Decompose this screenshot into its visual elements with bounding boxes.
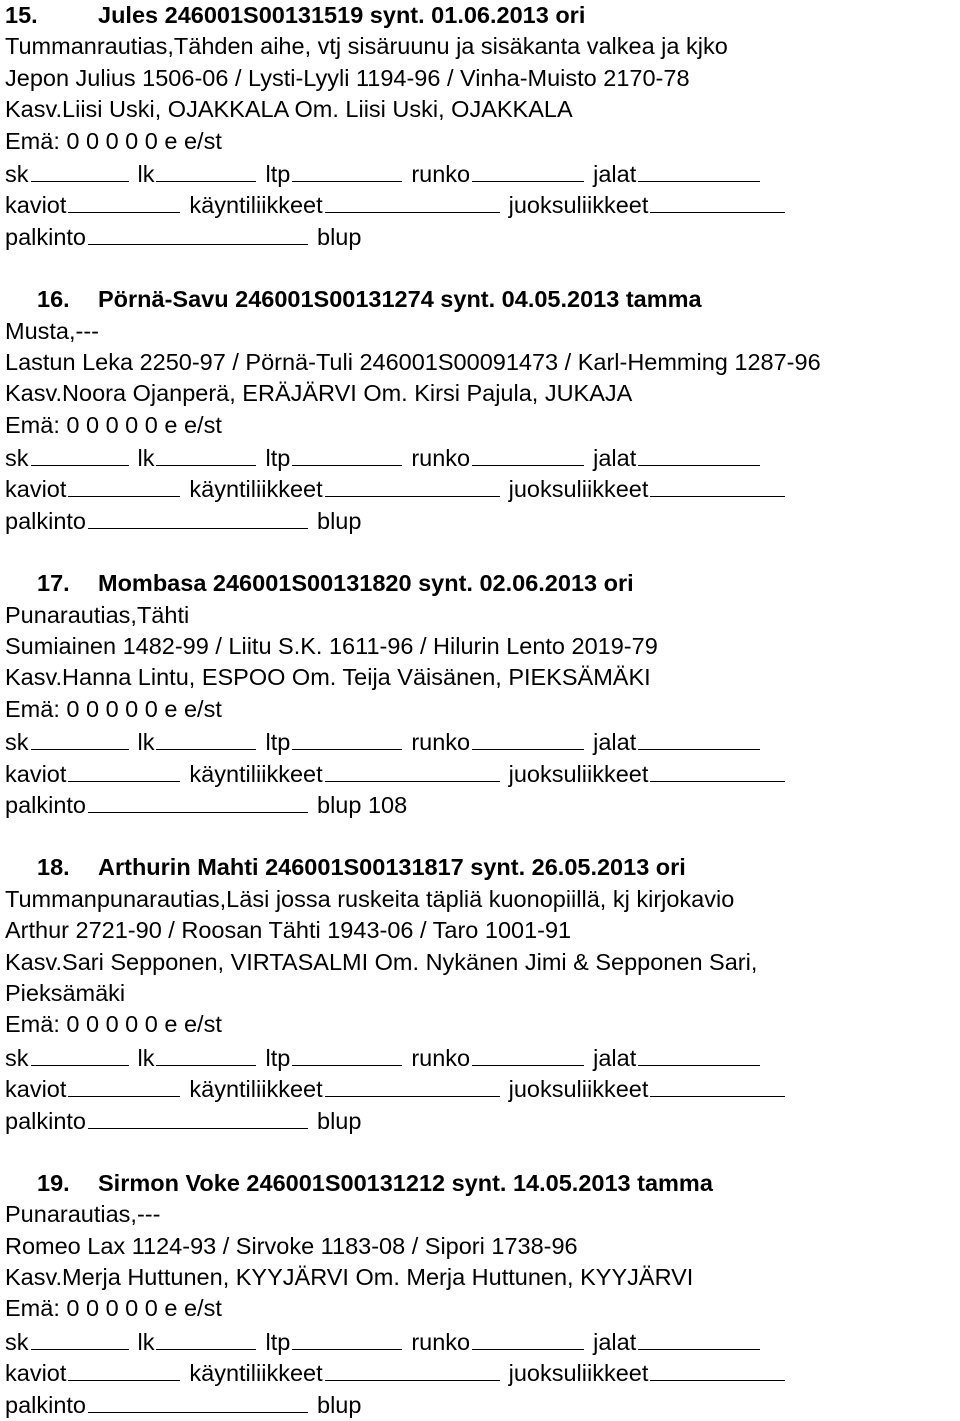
entry-title: Sirmon Voke 246001S00131212 synt. 14.05.2013 tamma bbox=[98, 1169, 713, 1196]
entry-pedigree: Arthur 2721-90 / Roosan Tähti 1943-06 / Taro 1001-91 bbox=[5, 917, 572, 944]
field-blank bbox=[325, 1072, 500, 1097]
entry-number: 16. bbox=[37, 286, 70, 313]
score-row bbox=[5, 188, 955, 219]
field-label: sk bbox=[5, 1328, 29, 1355]
field-blank bbox=[156, 157, 256, 182]
field-label: blup bbox=[317, 223, 362, 250]
entry-color: Musta,--- bbox=[5, 317, 99, 344]
field-label: palkinto bbox=[5, 791, 86, 818]
entry-title: Pörnä-Savu 246001S00131274 synt. 04.05.2013 tamma bbox=[98, 286, 702, 313]
field-blank bbox=[156, 1041, 256, 1066]
field-blank bbox=[68, 472, 180, 497]
entry-gap bbox=[5, 251, 955, 284]
field-label: runko bbox=[411, 729, 471, 756]
entry-gap bbox=[5, 819, 955, 852]
score-row bbox=[5, 1041, 955, 1072]
field-blank bbox=[156, 725, 256, 750]
field-blank bbox=[638, 441, 760, 466]
field-blank bbox=[292, 1041, 402, 1066]
entry-ema: Emä: 0 0 0 0 0 e e/st bbox=[5, 695, 222, 722]
field-blank bbox=[472, 1041, 584, 1066]
field-blank bbox=[68, 188, 180, 213]
field-blank bbox=[472, 1325, 584, 1350]
field-blank bbox=[472, 441, 584, 466]
entry-title-line bbox=[5, 568, 955, 599]
field-label: kaviot bbox=[5, 1360, 67, 1387]
field-blank bbox=[638, 1041, 760, 1066]
field-blank bbox=[31, 725, 129, 750]
field-label: kaviot bbox=[5, 1076, 67, 1103]
field-blank bbox=[650, 472, 785, 497]
field-label: runko bbox=[411, 1044, 471, 1071]
entry-color: Punarautias,--- bbox=[5, 1201, 161, 1228]
field-label: ltp bbox=[265, 729, 291, 756]
field-label: kaviot bbox=[5, 760, 67, 787]
entry-number: 15. bbox=[5, 2, 38, 28]
entry-pedigree: Jepon Julius 1506-06 / Lysti-Lyyli 1194-96 / Vinha-Muisto 2170-78 bbox=[5, 64, 690, 91]
field-label: kaviot bbox=[5, 476, 67, 503]
field-label: juoksuliikkeet bbox=[508, 476, 649, 503]
field-blank bbox=[638, 725, 760, 750]
score-row bbox=[5, 757, 955, 788]
entry-ema: Emä: 0 0 0 0 0 e e/st bbox=[5, 1011, 222, 1038]
field-label: palkinto bbox=[5, 507, 86, 534]
field-label: juoksuliikkeet bbox=[508, 1076, 649, 1103]
field-label: käyntiliikkeet bbox=[189, 760, 323, 787]
field-blank bbox=[325, 757, 500, 782]
score-row bbox=[5, 472, 955, 503]
score-row bbox=[5, 1356, 955, 1387]
entry-owner: Kasv.Noora Ojanperä, ERÄJÄRVI Om. Kirsi Pajula, JUKAJA bbox=[5, 380, 633, 407]
entry-number: 17. bbox=[37, 570, 70, 597]
field-blank bbox=[325, 188, 500, 213]
field-blank bbox=[88, 1104, 308, 1129]
field-blank bbox=[292, 441, 402, 466]
field-blank bbox=[650, 188, 785, 213]
field-label: lk bbox=[137, 1044, 155, 1071]
field-blank bbox=[31, 441, 129, 466]
score-row bbox=[5, 441, 955, 472]
horse-entry bbox=[5, 0, 955, 251]
horse-entry bbox=[5, 568, 955, 819]
field-label: blup bbox=[317, 791, 362, 818]
field-label: kaviot bbox=[5, 192, 67, 219]
field-blank bbox=[31, 1325, 129, 1350]
entry-pedigree: Lastun Leka 2250-97 / Pörnä-Tuli 246001S00091473 / Karl-Hemming 1287-96 bbox=[5, 348, 821, 375]
field-label: käyntiliikkeet bbox=[189, 1360, 323, 1387]
score-row bbox=[5, 788, 955, 819]
entry-title-line bbox=[5, 852, 955, 883]
entry-ema: Emä: 0 0 0 0 0 e e/st bbox=[5, 127, 222, 154]
entry-color: Punarautias,Tähti bbox=[5, 601, 190, 628]
field-blank bbox=[325, 1356, 500, 1381]
horse-entry bbox=[5, 284, 955, 535]
entry-owner: Kasv.Liisi Uski, OJAKKALA Om. Liisi Uski, OJAKKALA bbox=[5, 96, 573, 123]
field-label: ltp bbox=[265, 160, 291, 187]
entry-gap bbox=[5, 535, 955, 568]
field-label: sk bbox=[5, 445, 29, 472]
score-row bbox=[5, 220, 955, 251]
catalog-page bbox=[5, 0, 955, 1419]
field-label: käyntiliikkeet bbox=[189, 192, 323, 219]
field-blank bbox=[156, 441, 256, 466]
score-row bbox=[5, 504, 955, 535]
field-label: lk bbox=[137, 729, 155, 756]
entry-color: Tummanrautias,Tähden aihe, vtj sisäruunu ja sisäkanta valkea ja kjko bbox=[5, 33, 728, 60]
field-blank bbox=[88, 504, 308, 529]
field-label: blup bbox=[317, 1107, 362, 1134]
entry-ema: Emä: 0 0 0 0 0 e e/st bbox=[5, 1295, 222, 1322]
field-blank bbox=[292, 725, 402, 750]
entry-pedigree: Romeo Lax 1124-93 / Sirvoke 1183-08 / Sipori 1738-96 bbox=[5, 1232, 578, 1259]
field-label: lk bbox=[137, 445, 155, 472]
field-label: käyntiliikkeet bbox=[189, 1076, 323, 1103]
field-label: ltp bbox=[265, 445, 291, 472]
field-label: jalat bbox=[593, 160, 637, 187]
field-label: ltp bbox=[265, 1328, 291, 1355]
field-label: palkinto bbox=[5, 223, 86, 250]
field-label: blup bbox=[317, 507, 362, 534]
field-blank bbox=[88, 1388, 308, 1413]
field-label: palkinto bbox=[5, 1391, 86, 1418]
horse-entry bbox=[5, 852, 955, 1135]
score-row bbox=[5, 1325, 955, 1356]
field-blank bbox=[325, 472, 500, 497]
field-blank bbox=[31, 1041, 129, 1066]
field-blank bbox=[68, 1072, 180, 1097]
entry-ema: Emä: 0 0 0 0 0 e e/st bbox=[5, 411, 222, 438]
field-blank bbox=[650, 1072, 785, 1097]
score-row bbox=[5, 157, 955, 188]
entry-owner: Kasv.Hanna Lintu, ESPOO Om. Teija Väisänen, PIEKSÄMÄKI bbox=[5, 664, 651, 691]
field-label: ltp bbox=[265, 1044, 291, 1071]
entry-title: Arthurin Mahti 246001S00131817 synt. 26.05.2013 ori bbox=[98, 854, 686, 881]
field-blank bbox=[650, 1356, 785, 1381]
field-label: juoksuliikkeet bbox=[508, 760, 649, 787]
entry-title-line bbox=[5, 1168, 955, 1199]
score-row bbox=[5, 725, 955, 756]
field-label: jalat bbox=[593, 445, 637, 472]
field-blank bbox=[638, 157, 760, 182]
entry-title: Jules 246001S00131519 synt. 01.06.2013 ori bbox=[98, 2, 586, 28]
entry-title: Mombasa 246001S00131820 synt. 02.06.2013 ori bbox=[98, 570, 634, 597]
field-label: sk bbox=[5, 729, 29, 756]
entry-pedigree: Sumiainen 1482-99 / Liitu S.K. 1611-96 / Hilurin Lento 2019-79 bbox=[5, 633, 658, 660]
blup-value: 108 bbox=[367, 791, 408, 818]
field-label: lk bbox=[137, 160, 155, 187]
score-row bbox=[5, 1388, 955, 1419]
entry-title-line bbox=[5, 284, 955, 315]
field-blank bbox=[156, 1325, 256, 1350]
field-label: blup bbox=[317, 1391, 362, 1418]
field-label: jalat bbox=[593, 729, 637, 756]
field-blank bbox=[68, 757, 180, 782]
field-blank bbox=[31, 157, 129, 182]
field-label: jalat bbox=[593, 1044, 637, 1071]
entry-number: 18. bbox=[37, 854, 70, 881]
score-row bbox=[5, 1104, 955, 1135]
field-blank bbox=[650, 757, 785, 782]
field-label: runko bbox=[411, 445, 471, 472]
field-label: lk bbox=[137, 1328, 155, 1355]
field-blank bbox=[292, 157, 402, 182]
field-label: juoksuliikkeet bbox=[508, 1360, 649, 1387]
entry-title-line bbox=[5, 0, 955, 31]
field-blank bbox=[88, 788, 308, 813]
entry-number: 19. bbox=[37, 1169, 70, 1196]
horse-entry bbox=[5, 1168, 955, 1419]
field-label: runko bbox=[411, 160, 471, 187]
field-blank bbox=[472, 725, 584, 750]
field-label: jalat bbox=[593, 1328, 637, 1355]
field-blank bbox=[638, 1325, 760, 1350]
field-label: sk bbox=[5, 160, 29, 187]
entry-owner: Kasv.Sari Sepponen, VIRTASALMI Om. Nykänen Jimi & Sepponen Sari, bbox=[5, 948, 758, 975]
entry-gap bbox=[5, 1135, 955, 1168]
field-label: käyntiliikkeet bbox=[189, 476, 323, 503]
field-label: sk bbox=[5, 1044, 29, 1071]
field-blank bbox=[292, 1325, 402, 1350]
entry-owner: Kasv.Merja Huttunen, KYYJÄRVI Om. Merja Huttunen, KYYJÄRVI bbox=[5, 1264, 694, 1291]
entry-color: Tummanpunarautias,Läsi jossa ruskeita täpliä kuonopiillä, kj kirjokavio bbox=[5, 885, 735, 912]
field-blank bbox=[88, 220, 308, 245]
field-label: runko bbox=[411, 1328, 471, 1355]
field-blank bbox=[68, 1356, 180, 1381]
score-row bbox=[5, 1072, 955, 1103]
field-label: palkinto bbox=[5, 1107, 86, 1134]
entry-owner: Pieksämäki bbox=[5, 979, 126, 1006]
field-label: juoksuliikkeet bbox=[508, 192, 649, 219]
field-blank bbox=[472, 157, 584, 182]
